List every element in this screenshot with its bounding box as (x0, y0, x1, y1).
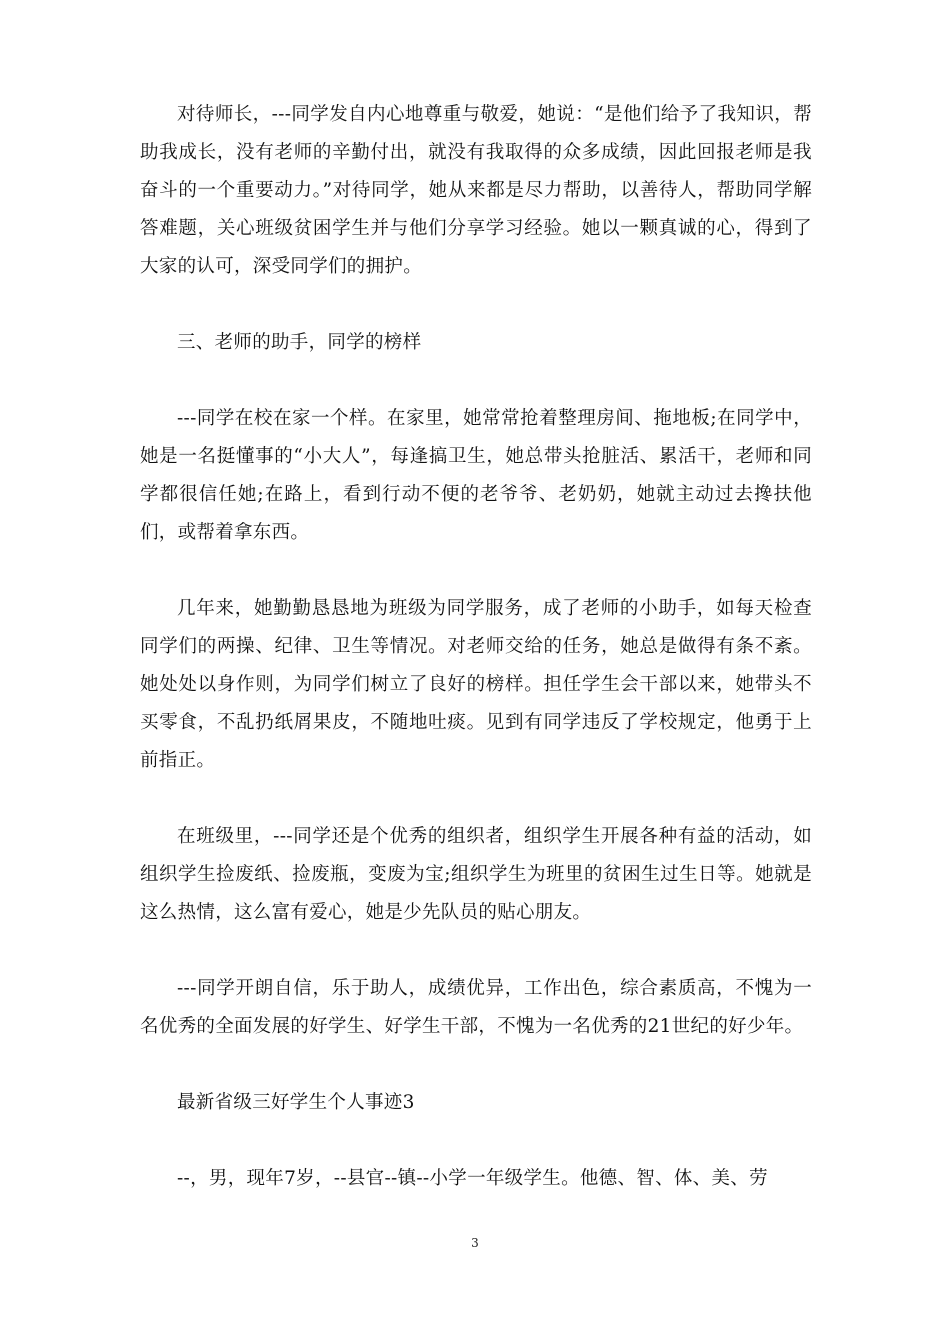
paragraph-organizer: 在班级里，---同学还是个优秀的组织者，组织学生开展各种有益的活动，如组织学生捡废纸、捡废瓶，变废为宝;组织学生为班里的贫困生过生日等。她就是这么热情，这么富有爱心，她是少先队员的贴心朋友。 (140, 826, 812, 923)
paragraph-home-school: ---同学在校在家一个样。在家里，她常常抢着整理房间、拖地板;在同学中，她是一名挺懂事的“小大人”，每逢搞卫生，她总带头抢脏活、累活干，老师和同学都很信任她;在路上，看到行动不便的老爷爷、老奶奶，她就主动过去搀扶他们，或帮着拿东西。 (140, 408, 812, 543)
document-page (140, 96, 812, 1198)
section-heading-3: 三、老师的助手，同学的榜样 (177, 332, 422, 353)
paragraph-student-intro: --，男，现年7岁，--县官--镇--小学一年级学生。他德、智、体、美、劳 (177, 1168, 768, 1189)
page-number: 3 (471, 1236, 479, 1250)
paragraph-teachers-respect: 对待师长，---同学发自内心地尊重与敬爱，她说：“是他们给予了我知识，帮助我成长，没有老师的辛勤付出，就没有我取得的众多成绩，因此回报老师是我奋斗的一个重要动力。”对待同学，她从来都是尽力帮助，以善待人，帮助同学解答难题，关心班级贫困学生并与他们分享学习经验。她以一颗真诚的心，得到了大家的认可，深受同学们的拥护。 (140, 104, 812, 277)
paragraph-class-helper: 几年来，她勤勤恳恳地为班级为同学服务，成了老师的小助手，如每天检查同学们的两操、纪律、卫生等情况。对老师交给的任务，她总是做得有条不紊。她处处以身作则，为同学们树立了良好的榜样。担任学生会干部以来，她带头不买零食，不乱扔纸屑果皮，不随地吐痰。见到有同学违反了学校规定，他勇于上前指正。 (140, 598, 812, 771)
article-heading-3: 最新省级三好学生个人事迹3 (177, 1092, 415, 1113)
paragraph-summary: ---同学开朗自信，乐于助人，成绩优异，工作出色，综合素质高，不愧为一名优秀的全面发展的好学生、好学生干部，不愧为一名优秀的21世纪的好少年。 (140, 978, 812, 1037)
